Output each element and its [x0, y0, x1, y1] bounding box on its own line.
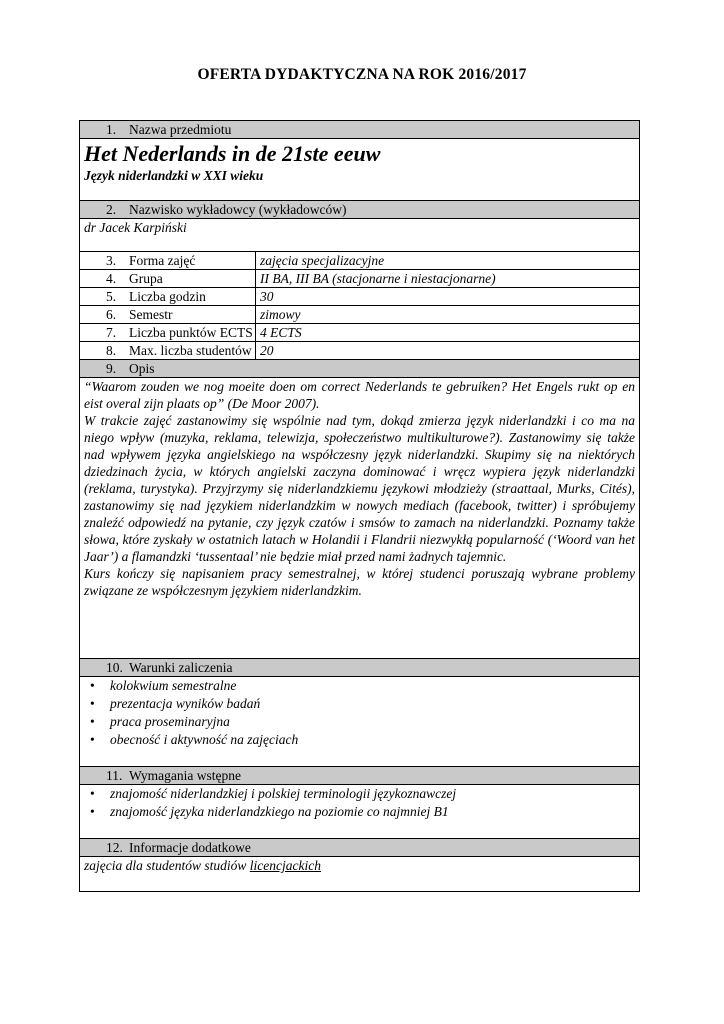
row-number: 8. [106, 343, 117, 358]
info-row [80, 288, 640, 306]
list-item: • kolokwium semestralne [90, 678, 237, 693]
course-name-row [80, 139, 640, 201]
row-label: Liczba godzin [129, 289, 206, 304]
section-header-10 [80, 659, 640, 677]
info-row [80, 270, 640, 288]
lecturer-name: dr Jacek Karpiński [84, 220, 187, 235]
row-value: 4 ECTS [260, 325, 302, 340]
additional-info-text: zajęcia dla studentów studiów [84, 858, 250, 873]
section-label: Wymagania wstępne [129, 768, 242, 783]
list-item: • znajomość języka niderlandzkiego na poziomie co najmniej B1 [90, 804, 449, 819]
bullet-icon: • [90, 714, 95, 729]
row-label: Liczba punktów ECTS [129, 325, 253, 340]
bullet-icon: • [90, 678, 95, 693]
row-value: zajęcia specjalizacyjne [260, 253, 385, 268]
list-item: • znajomość niderlandzkiej i polskiej terminologii językoznawczej [90, 786, 457, 801]
description-body: W trakcie zajęć zastanowimy się wspólnie nad tym, dokąd zmierza język niderlandzki i co ma na niego wpływ (muzyka, reklama, telewizja, społeczeństwo multikulturowe?). Zastanowimy się także nad wpływem języka angielskiego na współczesny język niderlandzki. Skupimy się na niektórych dziedzinach życia, w których angielski zaczyna dominować i wręcz wypiera język niderlandzki (reklama, turystyka). Przyjrzymy się niderlandzkiemu językowi młodzieży (straattaal, Murks, Cités), zastanowimy się nad językiem niderlandzkim w nowych mediach (facebook, twitter) i spróbujemy znaleźć odpowiedź na pytanie, czy język czatów i smsów to zamach na niderlandzki. Poznamy także słowa, które zyskały w ostatnich latach w Holandii i Flandrii niezwykłą popularność (‘Woord van het Jaar’) a flamandzki ‘tussentaal’ nie będzie miał przed nami żadnych tajemnic. [84, 413, 635, 564]
course-name-nl: Het Nederlands in de 21ste eeuw [84, 141, 381, 166]
section-header-11 [80, 767, 640, 785]
row-label: Forma zajęć [129, 253, 196, 268]
section-number: 9. [106, 361, 117, 376]
row-number: 4. [106, 271, 117, 286]
row-label: Semestr [129, 307, 173, 322]
row-number: 7. [106, 325, 117, 340]
section-label: Nazwa przedmiotu [129, 122, 232, 137]
row-number: 3. [106, 253, 117, 268]
row-value: zimowy [260, 307, 301, 322]
course-name-pl: Język niderlandzki w XXI wieku [84, 168, 264, 183]
bullet-icon: • [90, 696, 95, 711]
row-number: 5. [106, 289, 117, 304]
list-item: • praca proseminaryjna [90, 714, 230, 729]
row-label: Grupa [129, 271, 163, 286]
description-summary: Kurs kończy się napisaniem pracy semestralnej, w której studenci poruszają wybrane problemy związane ze współczesnym językiem niderlandzkim. [84, 566, 635, 598]
section-header-9 [80, 360, 640, 378]
page-title: OFERTA DYDAKTYCZNA NA ROK 2016/2017 [197, 66, 527, 83]
description-quote: “Waarom zouden we nog moeite doen om correct Nederlands te gebruiken? Het Engels rukt op en eist overal zijn plaats op” (De Moor 2007). [84, 379, 635, 411]
section-label: Opis [129, 361, 155, 376]
bullet-icon: • [90, 732, 95, 747]
prerequisites-list [84, 785, 639, 821]
completion-list [84, 677, 639, 749]
section-number: 2. [106, 202, 117, 217]
section-number: 11. [106, 768, 123, 783]
description-row [80, 378, 640, 659]
lecturer-row [80, 219, 640, 252]
section-number: 10. [106, 660, 123, 675]
row-value: 20 [260, 343, 274, 358]
row-number: 6. [106, 307, 117, 322]
section-label: Warunki zaliczenia [129, 660, 233, 675]
course-table [79, 120, 640, 892]
info-row [80, 324, 640, 342]
requirements-row [80, 677, 640, 767]
section-number: 12. [106, 840, 123, 855]
info-row [80, 342, 640, 360]
list-item: • prezentacja wyników badań [90, 696, 261, 711]
additional-info-underlined: licencjackich [249, 858, 321, 873]
row-value: II BA, III BA (stacjonarne i niestacjonarne) [260, 271, 496, 286]
bullet-icon: • [90, 804, 95, 819]
additional-info-row [80, 857, 640, 892]
info-row [80, 252, 640, 270]
info-row [80, 306, 640, 324]
section-header-1 [80, 121, 640, 139]
section-header-2 [80, 201, 640, 219]
section-label: Nazwisko wykładowcy (wykładowców) [129, 202, 347, 217]
row-value: 30 [260, 289, 274, 304]
bullet-icon: • [90, 786, 95, 801]
list-item: • obecność i aktywność na zajęciach [90, 732, 299, 747]
section-label: Informacje dodatkowe [129, 840, 251, 855]
section-header-12 [80, 839, 640, 857]
row-label: Max. liczba studentów [129, 343, 252, 358]
section-number: 1. [106, 122, 117, 137]
prerequisites-row [80, 785, 640, 839]
